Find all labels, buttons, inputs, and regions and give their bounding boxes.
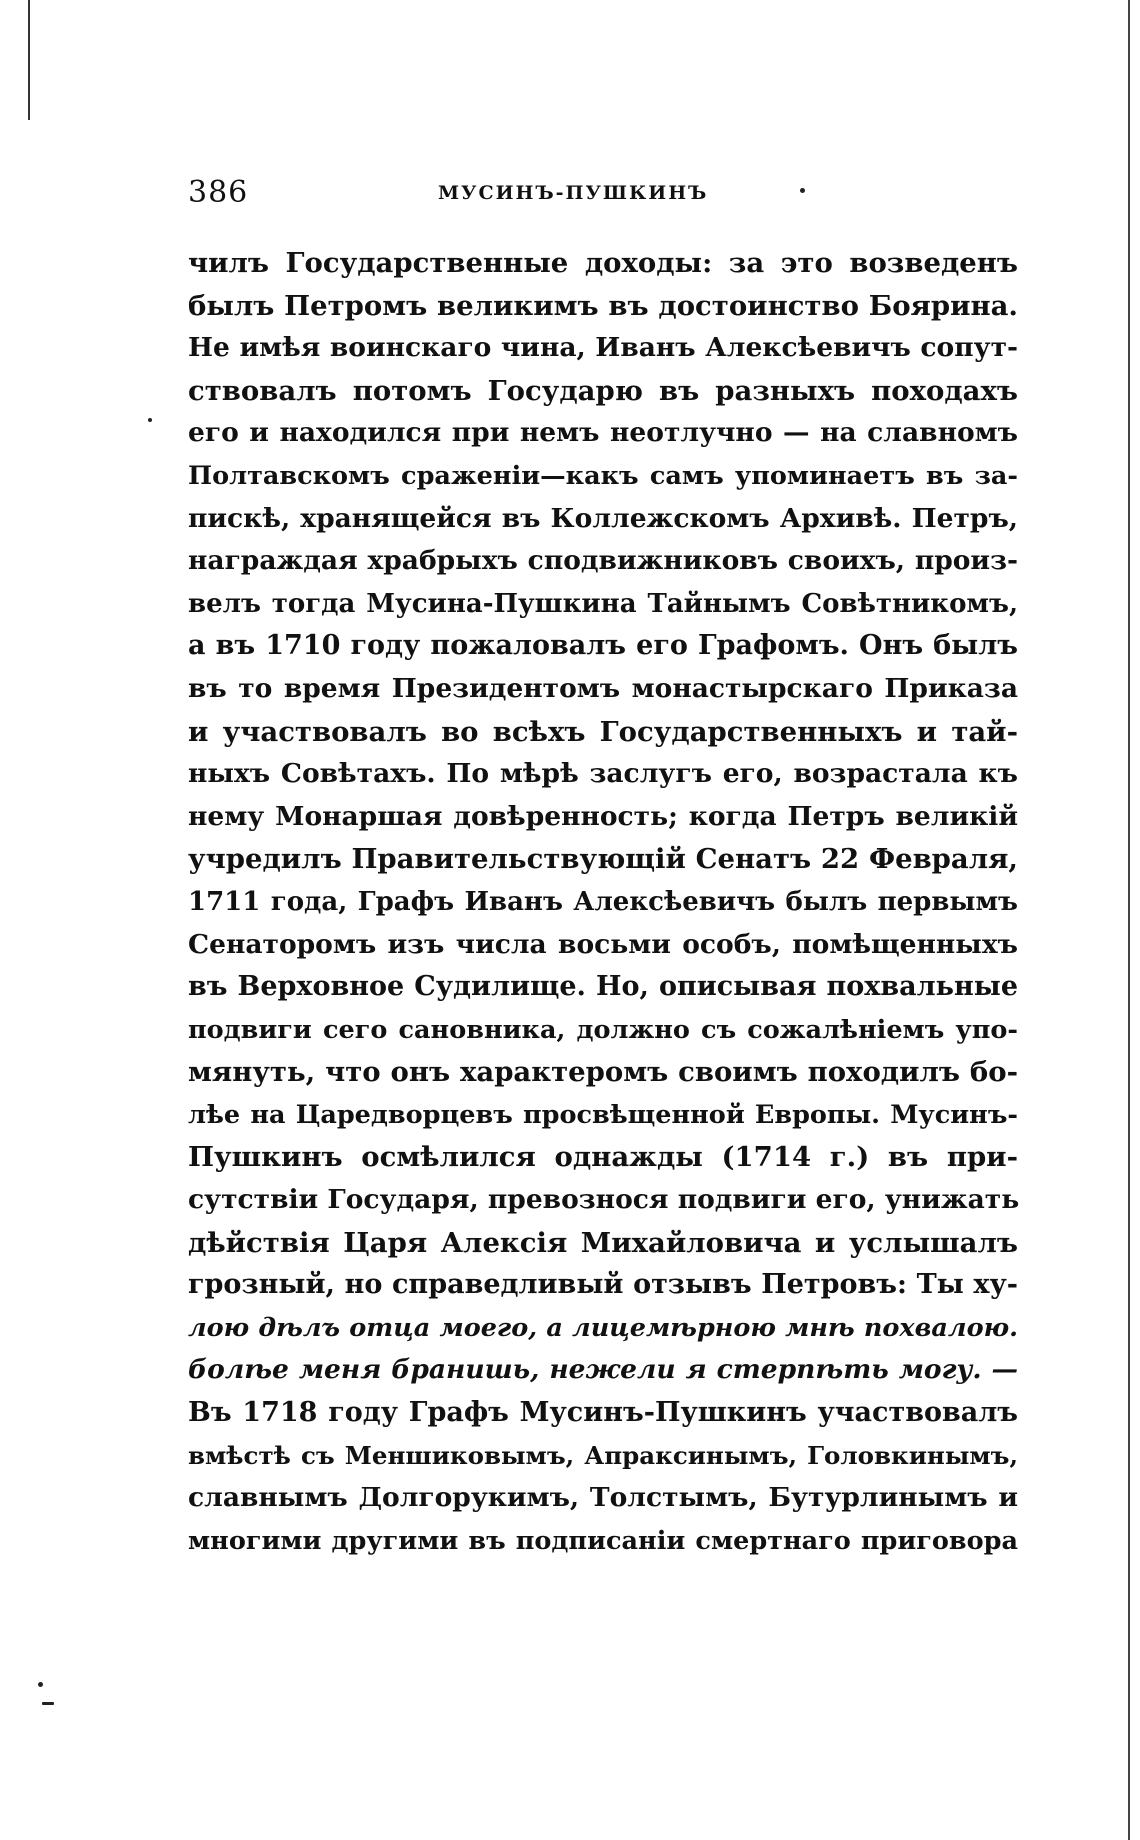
text-line: въ Верховное Судилище. Но, описывая похвальные (188, 971, 1018, 1003)
text-line-italic: болѣе меня бранишь, нежели я стерпѣть могу. — (188, 1354, 1018, 1386)
text-line: Пушкинъ осмѣлился однажды (1714 г.) въ при- (188, 1141, 1018, 1174)
text-line: нему Монаршая довѣренность; когда Петръ великій (188, 800, 1018, 832)
text-line-italic: лою дѣлъ отца моего, а лицемѣрною мнѣ похвалою. (188, 1312, 1018, 1343)
page-header (188, 175, 1018, 219)
text-line: подвиги сего сановника, должно съ сожалѣніемъ упо- (188, 1014, 1018, 1045)
text-line: ныхъ Совѣтахъ. По мѣрѣ заслугъ его, возрастала къ (188, 758, 1018, 790)
ink-speck (38, 1682, 43, 1687)
page-number: 386 (188, 175, 249, 210)
text-line: грозный, но справедливый отзывъ Петровъ: Ты ху- (188, 1269, 1018, 1301)
text-line: Не имѣя воинскаго чина, Иванъ Алексѣевичъ сопут- (188, 332, 1018, 364)
text-line: а въ 1710 году пожаловалъ его Графомъ. Онъ былъ (188, 630, 1018, 662)
text-line: пискѣ, хранящейся въ Коллежскомъ Архивѣ. Петръ, (188, 502, 1018, 534)
text-line: дѣйствія Царя Алексія Михайловича и услышалъ (188, 1226, 1018, 1259)
text-line: сутствіи Государя, превознося подвиги его, унижать (188, 1184, 1020, 1216)
text-line: ствовалъ потомъ Государю въ разныхъ походахъ (188, 374, 1018, 407)
text-line: въ то время Президентомъ монастырскаго Приказа (188, 672, 1018, 704)
page-edge-line-right (1128, 0, 1130, 1840)
page-edge-line-left (28, 0, 30, 120)
body-text (188, 242, 1018, 1562)
text-line: многими другими въ подписаніи смертнаго приговора (188, 1525, 1018, 1556)
ink-speck (148, 418, 152, 422)
text-line: награждая храбрыхъ сподвижниковъ своихъ, произ- (188, 545, 1018, 577)
text-line: лѣе на Царедворцевъ просвѣщенной Европы. Мусинъ- (188, 1099, 1018, 1130)
text-line: учредилъ Правительствующій Сенатъ 22 Февраля, (188, 843, 1018, 876)
text-line: мянуть, что онъ характеромъ своимъ походилъ бо- (188, 1056, 1018, 1089)
text-line: Сенаторомъ изъ числа восьми особъ, помѣщенныхъ (188, 928, 1018, 960)
running-head: МУСИНЪ-ПУШКИНЪ (438, 182, 709, 204)
text-line: 1711 года, Графъ Иванъ Алексѣевичъ былъ первымъ (188, 886, 1018, 917)
text-line: вмѣстѣ съ Меншиковымъ, Апраксинымъ, Головкинымъ, (188, 1440, 1018, 1470)
ink-speck (42, 1702, 54, 1705)
text-line: былъ Петромъ великимъ въ достоинство Боярина. (188, 289, 1018, 322)
text-line: и участвовалъ во всѣхъ Государственныхъ и тай- (188, 715, 1018, 748)
text-line: Полтавскомъ сраженіи—какъ самъ упоминаетъ въ за- (188, 460, 1018, 491)
text-line: славнымъ Долгорукимъ, Толстымъ, Бутурлинымъ и (188, 1482, 1018, 1514)
text-line: чилъ Государственные доходы: за это возведенъ (188, 247, 1018, 279)
text-line: его и находился при немъ неотлучно — на славномъ (188, 417, 1018, 449)
text-line: Въ 1718 году Графъ Мусинъ-Пушкинъ участвовалъ (188, 1397, 1018, 1429)
text-line: велъ тогда Мусина-Пушкина Тайнымъ Совѣтникомъ, (188, 588, 1018, 619)
